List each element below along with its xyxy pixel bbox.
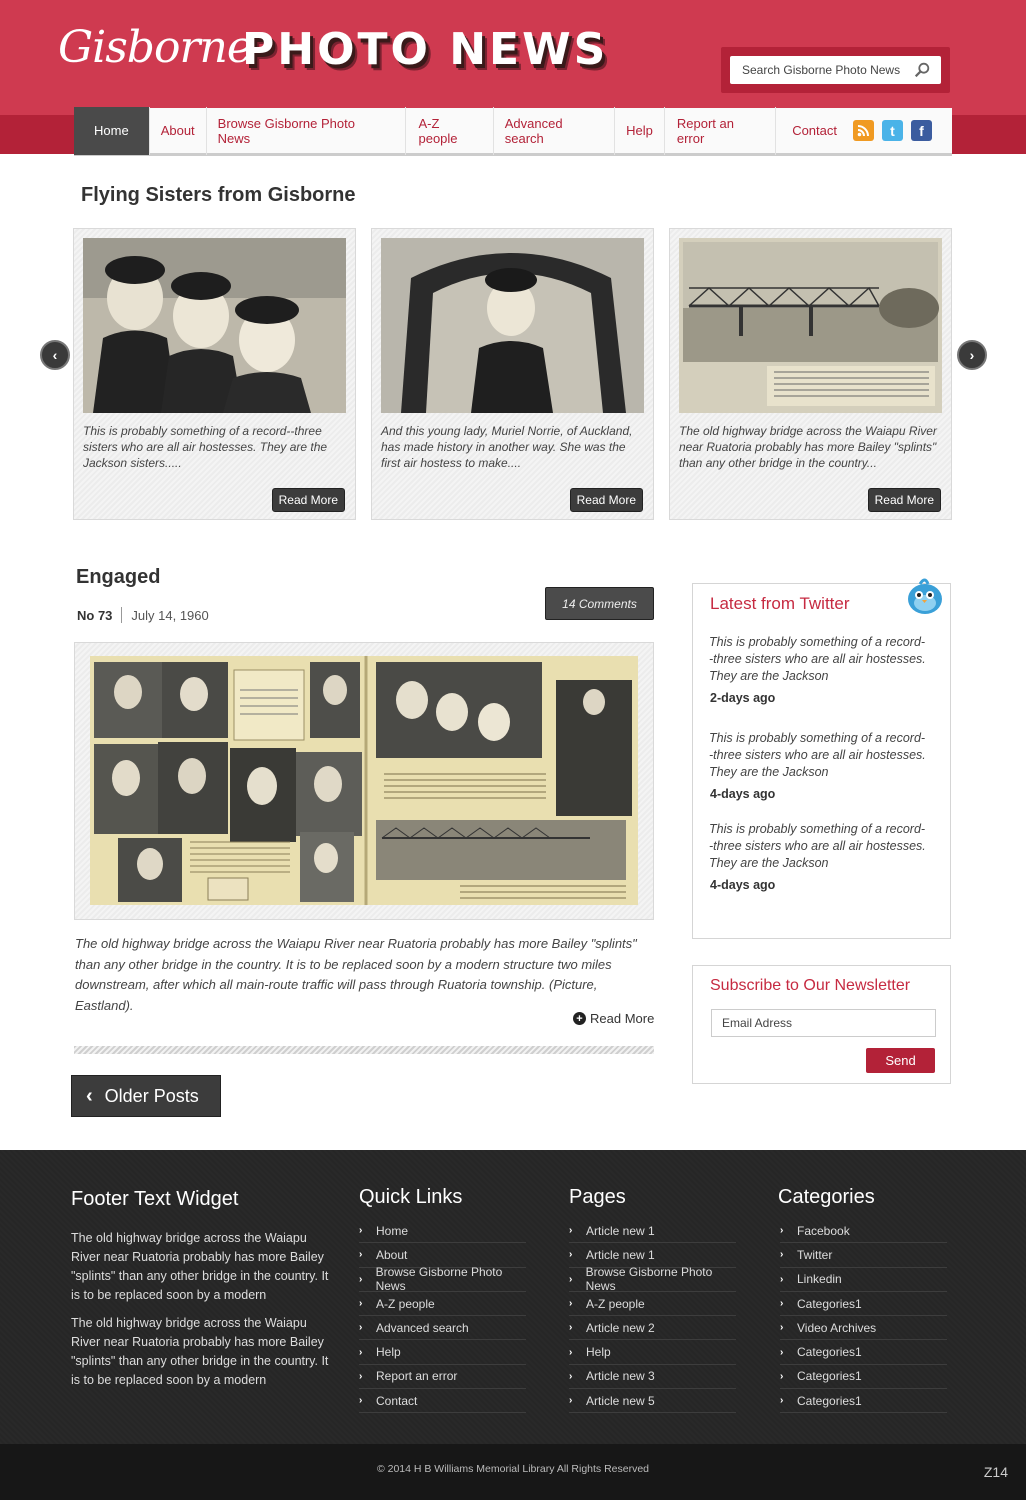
read-more-button[interactable]: Read More [570, 488, 643, 512]
post-meta [77, 607, 209, 623]
chevron-right-icon: › [780, 1249, 784, 1261]
footer-link-label: Video Archives [797, 1320, 877, 1335]
read-more-label: Read More [590, 1011, 655, 1026]
chevron-right-icon: › [780, 1298, 784, 1310]
social-icons [853, 120, 952, 141]
chevron-right-icon: › [780, 1346, 784, 1358]
chevron-right-icon: › [359, 1225, 363, 1237]
copyright: © 2014 H B Williams Memorial Library All Rights Reserved [376, 1463, 650, 1475]
slider-prev-button[interactable]: ‹ [40, 340, 70, 370]
quick-links-list [359, 1219, 526, 1413]
nav-contact[interactable]: Contact [792, 123, 837, 138]
footer-link-label: Categories1 [797, 1393, 862, 1408]
footer-link-label: A-Z people [376, 1296, 435, 1311]
footer-paragraph: The old highway bridge across the Waiapu River near Ruatoria probably has more Bailey "splints" than any other bridge in the country. It is to be replaced soon by a modern [71, 1316, 329, 1387]
chevron-right-icon: › [569, 1370, 573, 1382]
footer-link[interactable] [359, 1365, 526, 1389]
footer-link[interactable] [359, 1316, 526, 1340]
read-more-button[interactable]: Read More [868, 488, 941, 512]
footer-link-label: Report an error [376, 1369, 458, 1384]
tweet-time: 2-days ago [710, 691, 776, 705]
chevron-right-icon: › [359, 1298, 363, 1310]
footer-link[interactable] [780, 1219, 947, 1243]
chevron-left-icon: ‹ [86, 1084, 93, 1107]
chevron-right-icon: › [569, 1225, 573, 1237]
logo-script[interactable]: Gisborne [58, 22, 252, 73]
footer-link[interactable] [569, 1292, 736, 1316]
footer-link-label: A-Z people [586, 1296, 645, 1311]
plus-circle-icon: + [573, 1012, 586, 1025]
older-posts-button[interactable] [71, 1075, 221, 1117]
post-number: No 73 [77, 607, 113, 623]
footer-link-label: Article new 5 [586, 1393, 655, 1408]
chevron-right-icon: › [359, 1346, 363, 1358]
footer-link-label: Categories1 [797, 1369, 862, 1384]
footer-link[interactable] [569, 1389, 736, 1413]
footer-link[interactable] [780, 1268, 947, 1292]
chevron-right-icon: › [359, 1273, 363, 1285]
post-read-more-link[interactable] [573, 1011, 654, 1026]
footer-link[interactable] [569, 1365, 736, 1389]
corner-label: Z14 [983, 1464, 1008, 1480]
tweet-text: This is probably something of a record--three sisters who are all air hostesses. They are the Jackson [709, 635, 926, 683]
footer-link[interactable] [359, 1243, 526, 1267]
footer-link-label: Advanced search [376, 1320, 469, 1335]
footer-link-label: Browse Gisborne Photo News [585, 1265, 713, 1294]
nav-az-people[interactable]: A-Z people [406, 107, 493, 155]
footer-link-label: Article new 2 [586, 1320, 655, 1335]
chevron-right-icon: › [359, 1395, 363, 1407]
tweet-time: 4-days ago [710, 787, 776, 801]
chevron-right-icon: › [569, 1298, 573, 1310]
slide-card [73, 228, 356, 520]
chevron-right-icon: › [780, 1273, 784, 1285]
footer-link[interactable] [359, 1219, 526, 1243]
newsletter-widget [692, 965, 951, 1084]
pages-list [569, 1219, 736, 1413]
quick-links-title: Quick Links [359, 1186, 463, 1208]
search-icon[interactable] [913, 61, 931, 79]
older-posts-label: Older Posts [104, 1085, 199, 1106]
footer-link-label: Article new 3 [586, 1369, 655, 1384]
search-placeholder: Search Gisborne Photo News [742, 63, 901, 77]
search-box [721, 47, 950, 93]
footer-link-label: Categories1 [797, 1296, 862, 1311]
post-date: July 14, 1960 [131, 607, 209, 623]
chevron-right-icon: › [359, 1322, 363, 1334]
slider-next-button[interactable]: › [957, 340, 987, 370]
nav-browse[interactable]: Browse Gisborne Photo News [207, 107, 407, 155]
footer-link-label: Help [586, 1345, 611, 1360]
read-more-button[interactable]: Read More [272, 488, 345, 512]
post-divider [74, 1046, 654, 1054]
pages-title: Pages [569, 1186, 626, 1208]
footer-link-label: Linkedin [797, 1272, 842, 1287]
newsletter-title: Subscribe to Our Newsletter [710, 977, 911, 994]
chevron-right-icon: › [569, 1322, 573, 1334]
chevron-right-icon: › [569, 1395, 573, 1407]
footer-link[interactable] [780, 1243, 947, 1267]
slide-card [371, 228, 654, 520]
search-input[interactable] [730, 56, 941, 84]
footer-link[interactable] [780, 1365, 947, 1389]
footer-link[interactable] [780, 1292, 947, 1316]
footer-link-label: Facebook [797, 1223, 850, 1238]
slide-caption: The old highway bridge across the Waiapu River near Ruatoria probably has more Bailey "splints" than any other bridge in the country... [679, 424, 937, 470]
post-image[interactable] [90, 656, 638, 905]
footer-link[interactable] [359, 1265, 526, 1294]
slide-photo-bridge[interactable] [679, 238, 942, 413]
send-button[interactable]: Send [866, 1048, 935, 1073]
chevron-right-icon: › [569, 1249, 573, 1261]
footer-link[interactable] [780, 1316, 947, 1340]
twitter-icon[interactable]: t [882, 120, 903, 141]
categories-title: Categories [778, 1186, 875, 1208]
slide-card [669, 228, 952, 520]
post-image-frame [74, 642, 654, 920]
nav-report-error[interactable]: Report an error [665, 107, 776, 155]
tweet-text: This is probably something of a record--three sisters who are all air hostesses. They are the Jackson [709, 731, 926, 779]
meta-divider [121, 607, 122, 623]
footer-link[interactable] [359, 1292, 526, 1316]
rss-icon[interactable] [853, 120, 874, 141]
chevron-right-icon: › [569, 1346, 573, 1358]
facebook-icon[interactable]: f [911, 120, 932, 141]
post-title[interactable]: Engaged [76, 566, 161, 588]
nav-help[interactable]: Help [615, 107, 665, 155]
chevron-right-icon: › [780, 1225, 784, 1237]
footer-link[interactable] [569, 1265, 736, 1294]
slider-title: Flying Sisters from Gisborne [81, 184, 356, 206]
slide-photo-sisters[interactable] [83, 238, 346, 413]
main-nav [74, 108, 952, 156]
twitter-widget [692, 583, 951, 939]
footer-link[interactable] [569, 1243, 736, 1267]
footer-paragraph: The old highway bridge across the Waiapu River near Ruatoria probably has more Bailey "splints" than any other bridge in the country. It is to be replaced soon by a modern [71, 1231, 329, 1302]
chevron-right-icon: › [780, 1322, 784, 1334]
footer-link[interactable] [780, 1340, 947, 1364]
chevron-right-icon: › [569, 1273, 573, 1285]
logo-main[interactable]: PHOTO NEWS [242, 24, 609, 75]
nav-home[interactable]: Home [74, 107, 150, 155]
footer-link-label: Categories1 [797, 1345, 862, 1360]
email-field[interactable]: Email Adress [711, 1009, 936, 1037]
tweet-text: This is probably something of a record--three sisters who are all air hostesses. They are the Jackson [709, 822, 926, 870]
chevron-right-icon: › [359, 1370, 363, 1382]
footer-link-label: About [376, 1247, 408, 1262]
slide-photo-hostess[interactable] [381, 238, 644, 413]
footer-link-label: Article new 1 [586, 1247, 655, 1262]
categories-list [780, 1219, 947, 1413]
chevron-right-icon: › [780, 1370, 784, 1382]
footer-link-label: Browse Gisborne Photo News [375, 1265, 503, 1294]
footer-link[interactable] [359, 1340, 526, 1364]
nav-advanced-search[interactable]: Advanced search [494, 107, 615, 155]
nav-about[interactable]: About [150, 107, 207, 155]
tweet-time: 4-days ago [710, 878, 776, 892]
footer-link[interactable] [569, 1316, 736, 1340]
footer-text-widget-title: Footer Text Widget [71, 1188, 239, 1210]
footer-link[interactable] [569, 1340, 736, 1364]
chevron-right-icon: › [780, 1395, 784, 1407]
footer-link-label: Twitter [797, 1247, 833, 1262]
footer-link[interactable] [359, 1389, 526, 1413]
footer-link-label: Contact [376, 1393, 418, 1408]
twitter-widget-title: Latest from Twitter [710, 594, 850, 613]
twitter-bird-icon [904, 574, 946, 616]
chevron-right-icon: › [359, 1249, 363, 1261]
post-body: The old highway bridge across the Waiapu River near Ruatoria probably has more Bailey "splints" than any other bridge in the country. It is to be replaced soon by a modern structure two miles downstream, after which all main-route traffic will pass through Ruatoria township. (Picture, Eastland). [75, 936, 637, 1013]
slide-caption: And this young lady, Muriel Norrie, of Auckland, has made history in another way. She was the first air hostess to make.... [381, 424, 633, 470]
footer-link[interactable] [780, 1389, 947, 1413]
comments-button[interactable]: 14 Comments [545, 587, 654, 620]
footer-link-label: Article new 1 [586, 1223, 655, 1238]
slide-caption: This is probably something of a record--three sisters who are all air hostesses. They are the Jackson sisters..... [83, 424, 328, 470]
footer-link[interactable] [569, 1219, 736, 1243]
footer-link-label: Help [376, 1345, 401, 1360]
footer-link-label: Home [376, 1223, 409, 1238]
